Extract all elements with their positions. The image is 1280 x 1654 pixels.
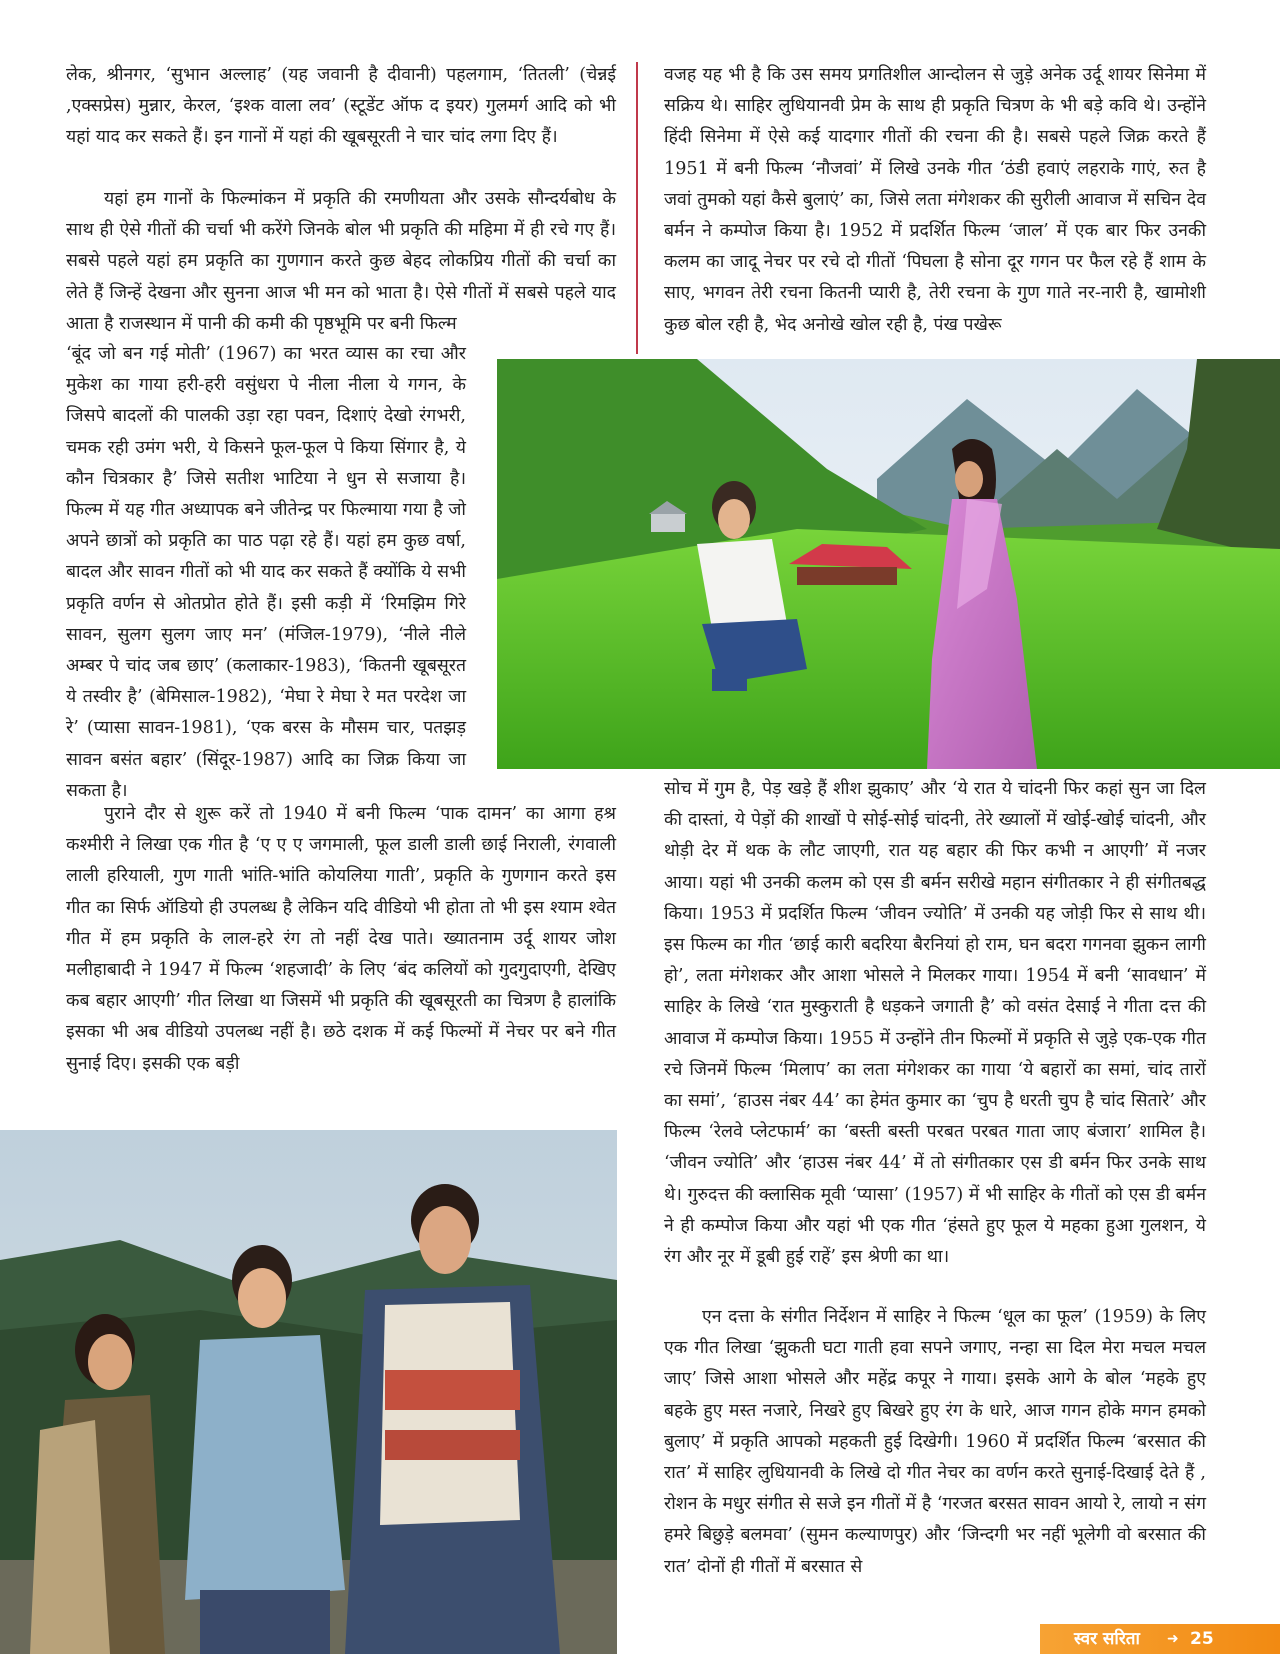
left-paragraph-4	[66, 799, 616, 1080]
left-paragraph-2-text: यहां हम गानों के फिल्मांकन में प्रकृति की रमणीयता और उसके सौन्दर्यबोध के साथ ही ऐसे गीतों की चर्चा भी करेंगे जिनके बोल भी प्रकृति की महिमा में ही रचे गए हैं। सबसे पहले यहां हम प्रकृति का गुणगान करते कुछ बेहद लोकप्रिय गीतों की चर्चा का लेते हैं जिन्हें देखना और सुनना आज भी मन को भाता है। ऐसे गीतों में सबसे पहले याद आता है राजस्थान में पानी की कमी की पृष्ठभूमि पर बनी फिल्म	[66, 189, 616, 334]
left-paragraph-2	[66, 184, 616, 340]
three-actors-photo	[0, 1130, 617, 1654]
left-paragraph-1: लेक, श्रीनगर, ‘सुभान अल्लाह’ (यह जवानी है दीवानी) पहलगाम, ‘तितली’ (चेन्नई ,एक्सप्रेस) मुन्नार, केरल, ‘इश्क वाला लव’ (स्टूडेंट ऑफ द इयर) गुलमर्ग आदि को भी यहां याद कर सकते हैं। इन गानों में यहां की खूबसूरती ने चार चांद लगा दिए हैं।	[66, 65, 616, 148]
mountain-meadow-photo	[497, 359, 1280, 769]
column-divider	[636, 62, 638, 354]
magazine-name: स्वर सरिता	[1074, 1629, 1140, 1649]
right-paragraph-1: वजह यह भी है कि उस समय प्रगतिशील आन्दोलन से जुड़े अनेक उर्दू शायर सिनेमा में सक्रिय थे। साहिर लुधियानवी प्रेम के साथ ही प्रकृति चित्रण के भी बड़े कवि थे। उन्होंने हिंदी सिनेमा में ऐसे कई यादगार गीतों की रचना की है। सबसे पहले जिक्र करते हैं 1951 में बनी फिल्म ‘नौजवां’ में लिखे उनके गीत ‘ठंडी हवाएं लहराके गाएं, रुत है जवां तुमको यहां कैसे बुलाएं’ का, जिसे लता मंगेशकर की सुरीली आवाज में सचिन देव बर्मन ने कम्पोज किया है। 1952 में प्रदर्शित फिल्म ‘जाल’ में एक बार फिर उनकी कलम का जादू नेचर पर रचे दो गीतों ‘पिघला है सोना दूर गगन पर फैल रहे हैं शाम के साए, भगवन तेरी रचना कितनी प्यारी है, तेरी रचना के गुण गाते नर-नारी है, खामोशी कुछ बोल रही है, भेद अनोखे खोल रही है, पंख पखेरू	[664, 65, 1206, 335]
page-footer	[1040, 1624, 1280, 1654]
arrow-icon: ➜	[1167, 1631, 1179, 1647]
right-paragraph-3-text: एन दत्ता के संगीत निर्देशन में साहिर ने फिल्म ‘धूल का फूल’ (1959) के लिए एक गीत लिखा ‘झुकती घटा गाती हवा सपने जगाए, नन्हा सा दिल मेरा मचल मचल जाए’ जिसे आशा भोसले और महेंद्र कपूर ने गाया। इसके आगे के बोल ‘महके हुए बहके हुए मस्त नजारे, निखरे हुए बिखरे हुए रंग के धारे, आज गगन होके मगन हमको बुलाए’ में प्रकृति आपको महकती हुई दिखेगी। 1960 में प्रदर्शित फिल्म ‘बरसात की रात’ में साहिर लुधियानवी के लिखे दो गीत नेचर का वर्णन करते सुनाई-दिखाई देते हैं , रोशन के मधुर संगीत से सजे इन गीतों में है ‘गरजत बरसत सावन आयो रे, लायो न संग हमरे बिछुड़े बलमवा’ (सुमन कल्याणपुर) और ‘जिन्दगी भर नहीं भूलेगी वो बरसात की रात’ दोनों ही गीतों में बरसात से	[664, 1307, 1206, 1577]
page-number: 25	[1190, 1629, 1214, 1649]
left-paragraph-3: ‘बूंद जो बन गई मोती’ (1967) का भरत व्यास का रचा और मुकेश का गाया हरी-हरी वसुंधरा पे नीला नीला ये गगन, के जिसपे बादलों की पालकी उड़ा रहा पवन, दिशाएं देखो रंगभरी, चमक रही उमंग भरी, ये किसने फूल-फूल पे किया सिंगार है, ये कौन चित्रकार है’ जिसे सतीश भाटिया ने धुन से सजाया है। फिल्म में यह गीत अध्यापक बने जीतेन्द्र पर फिल्माया गया है जो अपने छात्रों को प्रकृति का पाठ पढ़ा रहे हैं। यहां हम कुछ वर्षा, बादल और सावन गीतों को भी याद कर सकते हैं क्योंकि ये सभी प्रकृति वर्णन से ओतप्रोत होते हैं। इसी कड़ी में ‘रिमझिम गिरे सावन, सुलग सुलग जाए मन’ (मंजिल-1979), ‘नीले नीले अम्बर पे चांद जब छाए’ (कलाकार-1983), ‘कितनी खूबसूरत ये तस्वीर है’ (बेमिसाल-1982), ‘मेघा रे मेघा रे मत परदेश जा रे’ (प्यासा सावन-1981), ‘एक बरस के मौसम चार, पतझड़ सावन बसंत बहार’ (सिंदूर-1987) आदि का जिक्र किया जा सकता है।	[66, 344, 466, 801]
left-paragraph-4-text: पुराने दौर से शुरू करें तो 1940 में बनी फिल्म ‘पाक दामन’ का आगा हश्र कश्मीरी ने लिखा एक गीत है ‘ए ए ए जगमाली, फूल डाली डाली छाई निराली, रंगवाली लाली हरियाली, गुण गाती भांति-भांति कोयलिया गाती’, प्रकृति के गुणगान करते इस गीत का सिर्फ ऑडियो ही उपलब्ध है लेकिन यदि वीडियो भी होता तो भी इस श्याम श्वेत गीत में हम प्रकृति के लाल-हरे रंग तो नहीं देख पाते। ख्यातनाम उर्दू शायर जोश मलीहाबादी ने 1947 में फिल्म ‘शहजादी’ के लिए ‘बंद कलियों को गुदगुदाएगी, देखिए कब बहार आएगी’ गीत लिखा था जिसमें भी प्रकृति की खूबसूरती का चित्रण है हालांकि इसका भी अब वीडियो उपलब्ध नहीं है। छठे दशक में कई फिल्मों में नेचर पर बने गीत सुनाई दिए। इसकी एक बड़ी	[66, 804, 616, 1074]
right-paragraph-3	[664, 1302, 1206, 1583]
right-paragraph-2: सोच में गुम है, पेड़ खड़े हैं शीश झुकाए’ और ‘ये रात ये चांदनी फिर कहां सुन जा दिल की दास्तां, ये पेड़ों की शाखों पे सोई-सोई चांदनी, तेरे ख्यालों में खोई-खोई चांदनी, और थोड़ी देर में थक के लौट जाएगी, रात यह बहार की फिर कभी न आएगी’ में नजर आया। यहां भी उनकी कलम को एस डी बर्मन सरीखे महान संगीतकार ने ही संगीतबद्ध किया। 1953 में प्रदर्शित फिल्म ‘जीवन ज्योति’ में उनकी यह जोड़ी फिर से साथ थी। इस फिल्म का गीत ‘छाई कारी बदरिया बैरनियां हो राम, घन बदरा गगनवा झुकन लागी हो’, लता मंगेशकर और आशा भोसले ने मिलकर गाया। 1954 में बनी ‘सावधान’ में साहिर के लिखे ‘रात मुस्कुराती है धड़कने जगाती है’ को वसंत देसाई ने गीता दत्त की आवाज में कम्पोज किया। 1955 में उन्होंने तीन फिल्मों में प्रकृति से जुड़े एक-एक गीत रचे जिनमें फिल्म ‘मिलाप’ का लता मंगेशकर का गाया ‘ये बहारों का समां, चांद तारों का समां’, ‘हाउस नंबर 44’ का हेमंत कुमार का ‘चुप है धरती चुप है चांद सितारे’ और फिल्म ‘रेलवे प्लेटफार्म’ का ‘बस्ती बस्ती परबत परबत गाता जाए बंजारा’ शामिल है। ‘जीवन ज्योति’ और ‘हाउस नंबर 44’ में तो संगीतकार एस डी बर्मन फिर उनके साथ थे। गुरुदत्त की क्लासिक मूवी ‘प्यासा’ (1957) में भी साहिर के गीतों को एस डी बर्मन ने ही कम्पोज किया और यहां भी एक गीत ‘हंसते हुए फूल ये महका हुआ गुलशन, ये रंग और नूर में डूबी हुई राहें’ इस श्रेणी का था।	[664, 779, 1206, 1268]
